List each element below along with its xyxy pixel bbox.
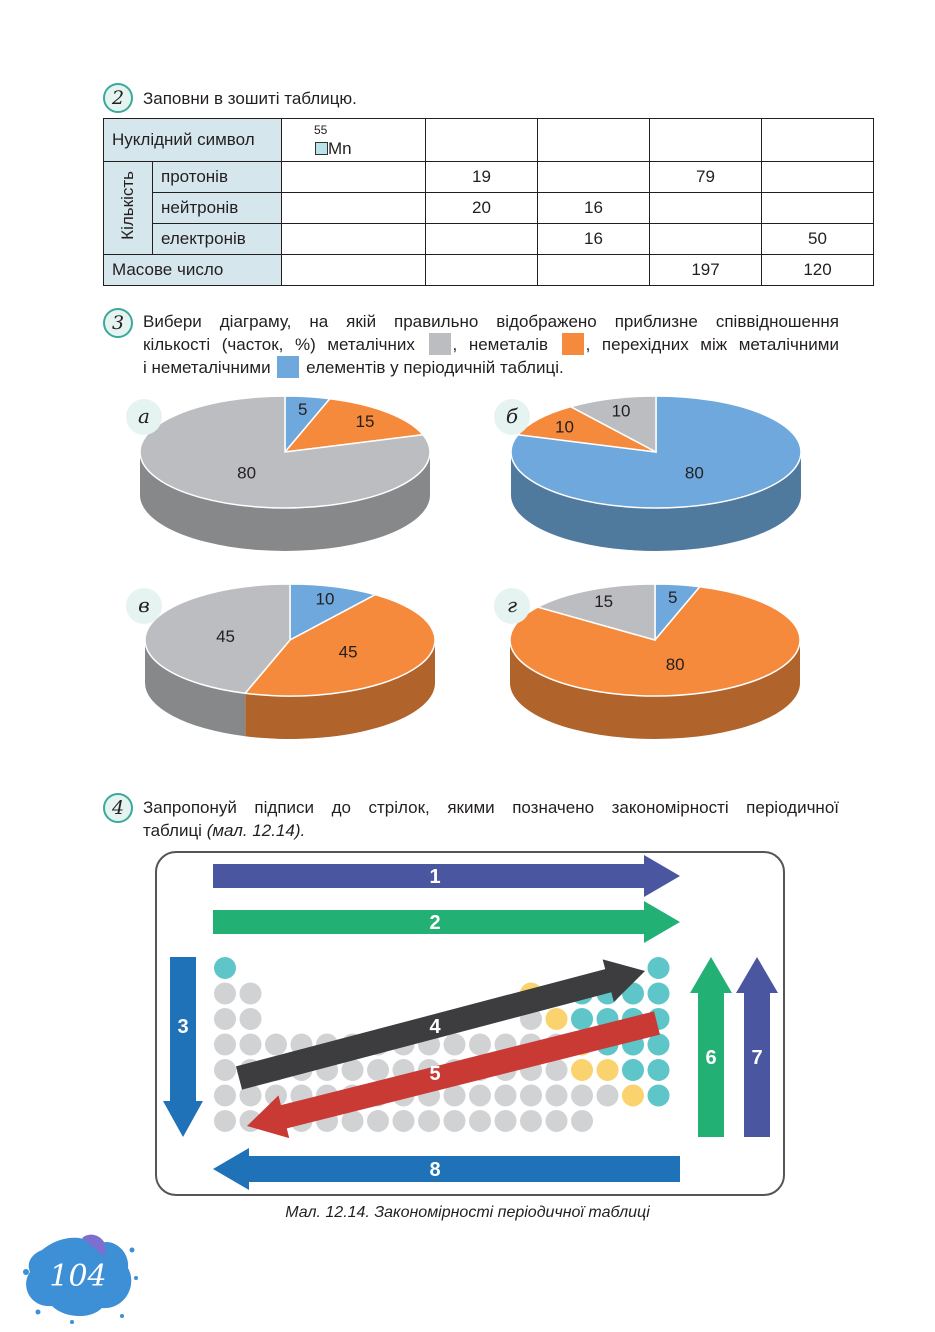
pie-value-label: 5 [667,587,678,607]
element-dot [240,1034,262,1056]
element-dot [214,1059,236,1081]
pie-value-label: 80 [237,463,257,483]
arrow-label-3: 3 [177,1016,189,1038]
pie-label-b: б [494,399,530,435]
element-dot [444,1110,466,1132]
neutrons-header: нейтронів [153,193,282,224]
element-dot [214,1008,236,1030]
element-dot [393,1110,415,1132]
arrow-label-6: 6 [705,1047,717,1069]
task-3-number: 3 [103,308,133,338]
task-4-text: Запропонуй підписи до стрілок, якими позначено закономірності періодичної таблиці (мал. 12.14). [143,798,839,840]
element-dot [469,1034,491,1056]
protons-header: протонів [153,162,282,193]
pie-value-label: 10 [611,401,631,421]
element-dot [214,983,236,1005]
arrow-label-5: 5 [429,1063,441,1085]
element-dot [597,1085,619,1107]
pie-label-v: в [126,588,162,624]
pie-value-label: 80 [684,463,704,483]
table-cell: 16 [538,193,650,224]
element-dot [520,1110,542,1132]
periodic-table-figure [155,851,785,1196]
table-cell: 120 [762,255,874,286]
table-cell: 79 [650,162,762,193]
element-dot [622,1085,644,1107]
element-dot [265,1034,287,1056]
pie-chart-1 [511,396,801,551]
mass-number-header: Масове число [104,255,282,286]
pie-chart-3 [510,584,800,739]
element-dot [469,1110,491,1132]
table-cell: 20 [426,193,538,224]
element-dot [546,1110,568,1132]
element-dot [520,1085,542,1107]
nuclide-mass-number: 55 [314,123,328,137]
pie-value-label: 45 [216,627,236,647]
element-dot [367,1059,389,1081]
nuclide-symbol: Mn [328,139,352,158]
element-dot [571,1110,593,1132]
table-cell: 50 [762,224,874,255]
element-dot [571,1059,593,1081]
pie-value-label: 15 [594,592,614,612]
element-dot [214,957,236,979]
figure-caption: Мал. 12.14. Закономірності періодичної таблиці [285,1204,650,1221]
page-number-badge [12,1228,142,1324]
arrow-label-1: 1 [429,866,441,888]
element-dot [597,1059,619,1081]
pie-chart-2 [145,584,435,739]
element-dot [648,1059,670,1081]
pie-label-a: а [126,399,162,435]
element-dot [546,1085,568,1107]
element-dot [546,1008,568,1030]
element-dot [469,1085,491,1107]
element-dot [367,1110,389,1132]
arrow-label-7: 7 [751,1047,763,1069]
element-dot [648,957,670,979]
element-dot [444,1034,466,1056]
pie-value-label: 5 [297,399,308,419]
pie-label-g: г [494,588,530,624]
quantity-group-header: Кількість [104,162,153,255]
table-cell: 16 [538,224,650,255]
element-dot [214,1034,236,1056]
task-3-text: Вибери діаграму, на якій правильно відображено приблизне співвідношення кількості (часток, %) металічних , неметалів , перехідних між металічними і неметалічними елементів у періодичній таблиці. [143,312,839,377]
task-2-number: 2 [103,83,133,113]
arrow-label-2: 2 [429,912,441,934]
element-dot [240,983,262,1005]
element-dot [571,1008,593,1030]
element-dot [622,1059,644,1081]
element-dot [648,983,670,1005]
nuclide-symbol-header: Нуклідний символ [104,119,282,162]
task-4-number: 4 [103,793,133,823]
element-dot [214,1110,236,1132]
element-dot [240,1008,262,1030]
arrow-label-8: 8 [429,1159,441,1181]
pie-value-label: 45 [338,642,358,662]
page-number: 104 [49,1259,107,1294]
pie-value-label: 10 [315,589,335,609]
task-2-text: Заповни в зошиті таблицю. [143,89,357,108]
pie-chart-0 [140,396,430,551]
element-dot [648,1085,670,1107]
element-dot [214,1085,236,1107]
pie-value-label: 80 [665,654,685,674]
pie-value-label: 15 [355,412,375,432]
table-cell: 197 [650,255,762,286]
electrons-header: електронів [153,224,282,255]
arrow-label-4: 4 [429,1016,441,1038]
element-dot [495,1085,517,1107]
pie-value-label: 10 [555,417,574,437]
element-dot [571,1085,593,1107]
element-dot [418,1110,440,1132]
table-cell: 19 [426,162,538,193]
element-dot [495,1110,517,1132]
